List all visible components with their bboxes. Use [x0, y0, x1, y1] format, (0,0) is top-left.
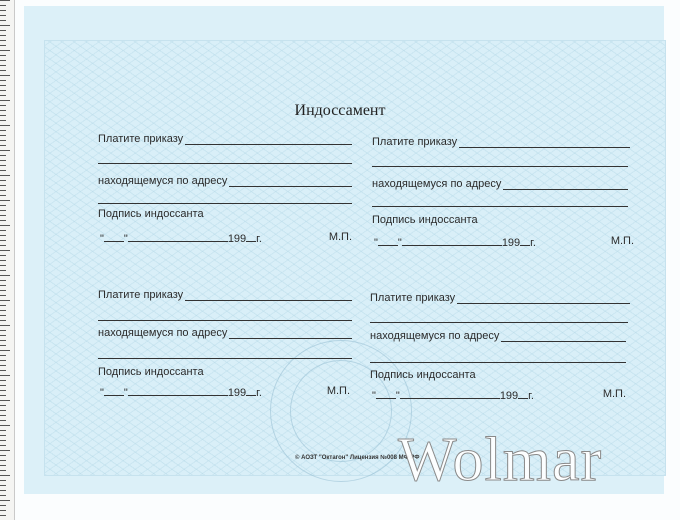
- date-quote-open: ": [374, 237, 378, 249]
- blank-line: [372, 206, 628, 207]
- date-quote-close: ": [123, 233, 128, 245]
- blank-line: [98, 163, 352, 164]
- date-line: [100, 385, 262, 399]
- blank-line: [372, 166, 628, 167]
- year-label: 199: [499, 390, 519, 402]
- year-suffix: г.: [256, 387, 262, 399]
- date-quote-open: ": [100, 233, 104, 245]
- pay-to-line: [185, 133, 352, 145]
- watermark: Wolmar: [398, 426, 603, 494]
- year-label: 199: [227, 387, 247, 399]
- address-label: находящемуся по адресу: [98, 175, 228, 187]
- date-quote-open: ": [100, 387, 104, 399]
- endorsement-block: [98, 133, 360, 245]
- stamp-label: М.П.: [610, 235, 634, 247]
- address-line: [229, 327, 352, 339]
- date-line: [374, 235, 536, 249]
- date-line: [100, 231, 262, 245]
- endorsement-block: [98, 289, 360, 401]
- year-suffix: г.: [528, 390, 534, 402]
- document-title: Индоссамент: [294, 102, 386, 119]
- scanner-ruler: [0, 0, 15, 520]
- blank-line: [98, 203, 352, 204]
- stamp-label: М.П.: [326, 385, 350, 397]
- year-suffix: г.: [256, 233, 262, 245]
- signature-label: Подпись индоссанта: [370, 369, 476, 381]
- date-line: [372, 388, 534, 402]
- pay-to-label: Платите приказу: [98, 289, 184, 301]
- blank-line: [370, 362, 626, 363]
- address-label: находящемуся по адресу: [98, 327, 228, 339]
- stamp-label: М.П.: [602, 388, 626, 400]
- signature-label: Подпись индоссанта: [372, 214, 478, 226]
- date-quote-close: ": [123, 387, 128, 399]
- blank-line: [98, 320, 352, 321]
- address-label: находящемуся по адресу: [372, 178, 502, 190]
- endorsement-block: [372, 136, 634, 248]
- publisher-footer: © АОЗТ "Октагон" Лицензия №008 МФ РФ: [295, 455, 420, 461]
- blank-line: [370, 322, 628, 323]
- pay-to-line: [185, 289, 352, 301]
- pay-to-label: Платите приказу: [372, 136, 458, 148]
- date-quote-close: ": [397, 237, 402, 249]
- pay-to-line: [459, 136, 630, 148]
- pay-to-line: [457, 292, 630, 304]
- pay-to-label: Платите приказу: [370, 292, 456, 304]
- year-label: 199: [227, 233, 247, 245]
- endorsement-block: [370, 292, 632, 404]
- stamp-label: М.П.: [328, 231, 352, 243]
- address-line: [501, 330, 626, 342]
- address-line: [503, 178, 628, 190]
- address-label: находящемуся по адресу: [370, 330, 500, 342]
- pay-to-label: Платите приказу: [98, 133, 184, 145]
- year-label: 199: [501, 237, 521, 249]
- signature-label: Подпись индоссанта: [98, 208, 204, 220]
- address-line: [229, 175, 352, 187]
- date-quote-close: ": [395, 390, 400, 402]
- date-quote-open: ": [372, 390, 376, 402]
- blank-line: [98, 358, 352, 359]
- year-suffix: г.: [530, 237, 536, 249]
- signature-label: Подпись индоссанта: [98, 366, 204, 378]
